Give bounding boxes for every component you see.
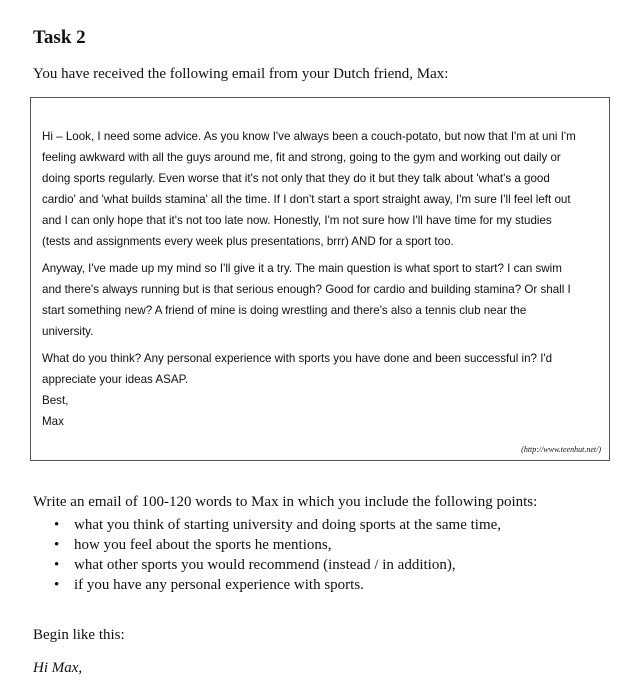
greeting-text: Hi Max, bbox=[33, 660, 83, 676]
email-body bbox=[42, 126, 600, 438]
bullet-icon: • bbox=[54, 517, 60, 533]
email-line: and I can only hope that it's not too late now. Honestly, I'm not sure how I'll have time for my studies bbox=[42, 214, 552, 227]
email-line: and there's always running but is that serious enough? Good for cardio and building stamina? Or shall I bbox=[42, 283, 571, 296]
email-signoff: Best, bbox=[42, 394, 69, 407]
bullet-icon: • bbox=[54, 557, 60, 573]
point-text: what other sports you would recommend (instead / in addition), bbox=[74, 557, 456, 573]
email-paragraph-1 bbox=[42, 126, 600, 252]
instructions-text: Write an email of 100-120 words to Max in which you include the following points: bbox=[33, 494, 538, 510]
email-line: Anyway, I've made up my mind so I'll give it a try. The main question is what sport to start? I can swim bbox=[42, 262, 562, 275]
email-paragraph-2 bbox=[42, 258, 600, 342]
email-paragraph-3 bbox=[42, 348, 600, 432]
point-text: what you think of starting university and doing sports at the same time, bbox=[74, 517, 502, 533]
email-line: feeling awkward with all the guys around me, fit and strong, going to the gym and working out daily or bbox=[42, 151, 561, 164]
list-item bbox=[52, 535, 501, 555]
email-line: cardio' and 'what builds stamina' all the time. If I don't start a sport straight away, I'm sure I'll feel left out bbox=[42, 193, 571, 206]
points-list bbox=[52, 515, 501, 595]
bullet-icon: • bbox=[54, 537, 60, 553]
begin-label: Begin like this: bbox=[33, 627, 125, 643]
email-line: What do you think? Any personal experience with sports you have done and been successful in? I'd bbox=[42, 352, 553, 365]
list-item bbox=[52, 515, 501, 535]
point-text: if you have any personal experience with sports. bbox=[74, 577, 364, 593]
task-title: Task 2 bbox=[33, 27, 86, 48]
email-line: Hi – Look, I need some advice. As you know I've always been a couch-potato, but now that I'm at uni I'm bbox=[42, 130, 576, 143]
email-line: university. bbox=[42, 325, 94, 338]
email-line: (tests and assignments every week plus presentations, brrr) AND for a sport too. bbox=[42, 235, 454, 248]
intro-text: You have received the following email from your Dutch friend, Max: bbox=[33, 66, 449, 82]
source-citation: (http://www.teenhut.net/) bbox=[521, 445, 601, 454]
list-item bbox=[52, 555, 501, 575]
list-item bbox=[52, 575, 501, 595]
email-box bbox=[30, 97, 610, 461]
bullet-icon: • bbox=[54, 577, 60, 593]
point-text: how you feel about the sports he mentions, bbox=[74, 537, 332, 553]
email-line: start something new? A friend of mine is doing wrestling and there's also a tennis club near the bbox=[42, 304, 527, 317]
email-line: doing sports regularly. Even worse that it's not only that they do it but they talk about 'what's a good bbox=[42, 172, 550, 185]
email-signature: Max bbox=[42, 415, 64, 428]
email-line: appreciate your ideas ASAP. bbox=[42, 373, 189, 386]
